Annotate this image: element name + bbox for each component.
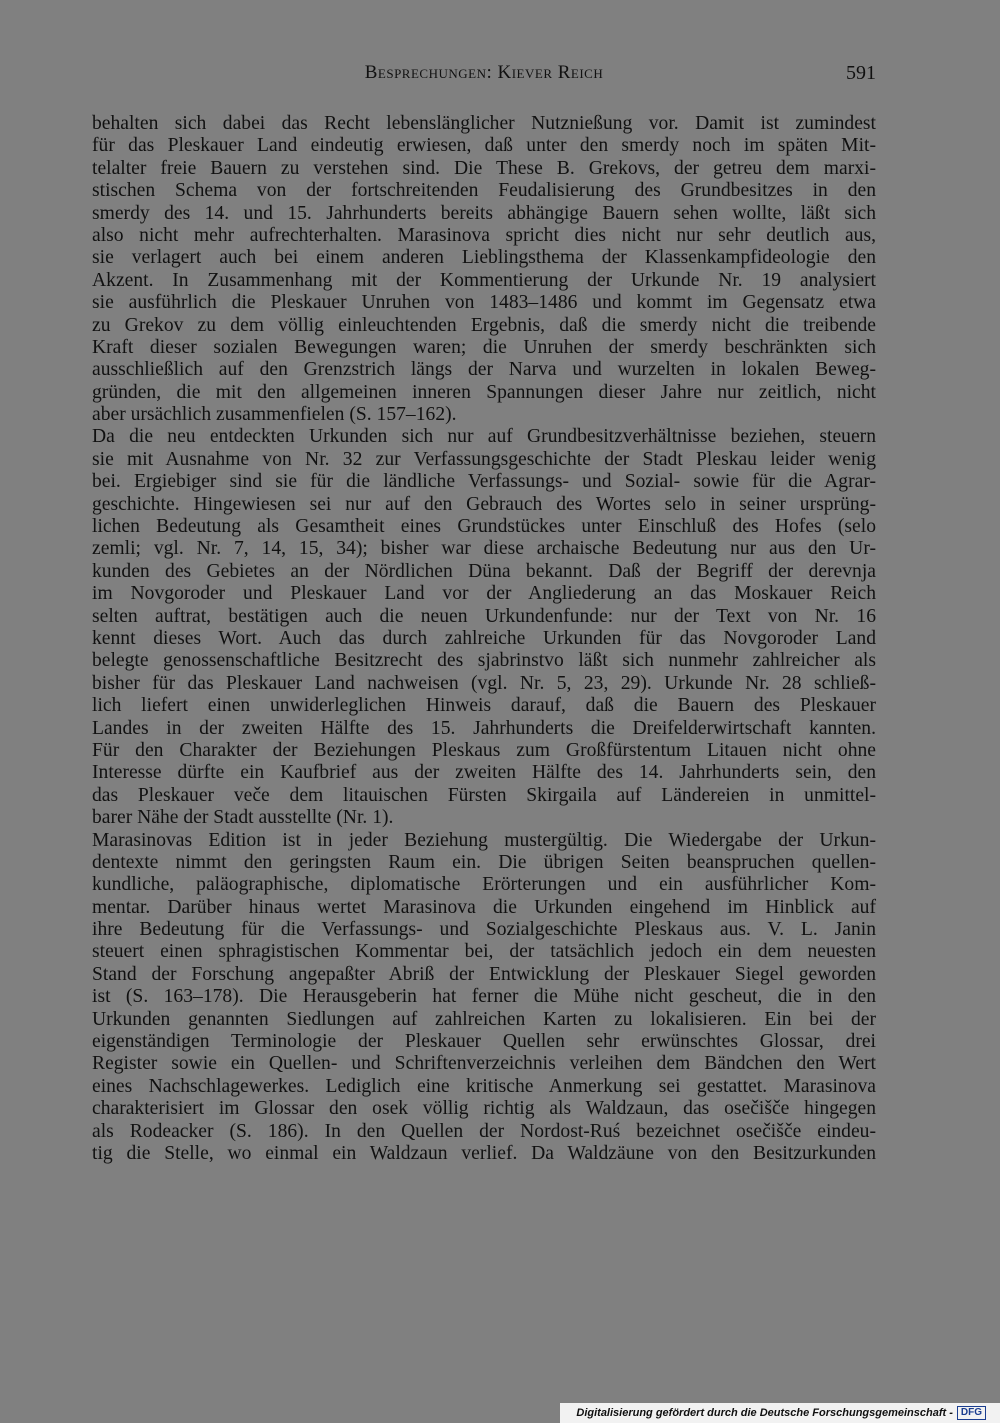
text-line: sie mit Ausnahme von Nr. 32 zur Verfassungsgeschichte der Stadt Pleskau leider wenig — [92, 448, 876, 470]
text-line: also nicht mehr aufrechterhalten. Marasinova spricht dies nicht nur sehr deutlich aus, — [92, 224, 876, 246]
text-line: geschichte. Hingewiesen sei nur auf den Gebrauch des Wortes selo in seiner ursprüng- — [92, 493, 876, 515]
text-line: ausschließlich auf den Grenzstrich längs der Narva und wurzelten in lokalen Beweg- — [92, 359, 876, 381]
text-line: Stand der Forschung angepaßter Abriß der Entwicklung der Pleskauer Siegel geworden — [92, 963, 876, 985]
text-line: sie ausführlich die Pleskauer Unruhen von 1483–1486 und kommt im Gegensatz etwa — [92, 292, 876, 314]
text-line: mentar. Darüber hinaus wertet Marasinova die Urkunden eingehend im Hinblick auf — [92, 896, 876, 918]
text-line: zemli; vgl. Nr. 7, 14, 15, 34); bisher war diese archaische Bedeutung nur aus den Ur- — [92, 538, 876, 560]
text-line: das Pleskauer veče dem litauischen Fürsten Skirgaila auf Ländereien in unmittel- — [92, 784, 876, 806]
dfg-logo: DFG — [957, 1406, 986, 1420]
text-line: lichen Bedeutung als Gesamtheit eines Grundstückes unter Einschluß des Hofes (selo — [92, 516, 876, 538]
text-line: Landes in der zweiten Hälfte des 15. Jahrhunderts die Dreifelderwirtschaft kannten. — [92, 717, 876, 739]
page-number: 591 — [846, 62, 876, 84]
text-line: kundliche, paläographische, diplomatische Erörterungen und ein ausführlicher Kom- — [92, 874, 876, 896]
text-line: selten auftrat, bestätigen auch die neuen Urkundenfunde: nur der Text von Nr. 16 — [92, 605, 876, 627]
text-line: gründen, die mit den allgemeinen inneren Spannungen dieser Jahre nur zeitlich, nicht — [92, 381, 876, 403]
text-line: Für den Charakter der Beziehungen Pleskaus zum Großfürstentum Litauen nicht ohne — [92, 739, 876, 761]
text-line: lich liefert einen unwiderleglichen Hinweis darauf, daß die Bauern des Pleskauer — [92, 695, 876, 717]
text-line: aber ursächlich zusammenfielen (S. 157–162). — [92, 404, 457, 426]
text-line: steuert einen sphragistischen Kommentar bei, der tatsächlich jedoch ein dem neuesten — [92, 941, 876, 963]
text-line: ihre Bedeutung für die Verfassungs- und Sozialgeschichte Pleskaus aus. V. L. Janin — [92, 919, 876, 941]
text-line: charakterisiert im Glossar den osek völlig richtig als Waldzaun, das osečišče hingegen — [92, 1098, 876, 1120]
text-line: zu Grekov zu dem völlig einleuchtenden Ergebnis, daß die smerdy nicht die treibende — [92, 314, 876, 336]
text-line: Urkunden genannten Siedlungen auf zahlreichen Karten zu lokalisieren. Ein bei der — [92, 1008, 876, 1030]
page-header — [92, 62, 876, 92]
text-line: bisher für das Pleskauer Land nachweisen (vgl. Nr. 5, 23, 29). Urkunde Nr. 28 schließ- — [92, 672, 876, 694]
footer-text: Digitalisierung gefördert durch die Deutsche Forschungsgemeinschaft - — [576, 1407, 953, 1419]
body-text — [92, 113, 876, 1165]
text-line: Marasinovas Edition ist in jeder Beziehung mustergültig. Die Wiedergabe der Urkun- — [92, 829, 876, 851]
text-line: eines Nachschlagewerkes. Lediglich eine kritische Anmerkung sei gestattet. Marasinova — [92, 1075, 876, 1097]
text-line: Kraft dieser sozialen Bewegungen waren; die Unruhen der smerdy beschränkten sich — [92, 336, 876, 358]
text-line: Akzent. In Zusammenhang mit der Kommentierung der Urkunde Nr. 19 analysiert — [92, 269, 876, 291]
digitization-footer — [560, 1403, 1000, 1423]
text-line: dentexte nimmt den geringsten Raum ein. Die übrigen Seiten beanspruchen quellen- — [92, 851, 876, 873]
running-head: Besprechungen: Kiever Reich — [364, 62, 604, 83]
text-line: sie verlagert auch bei einem anderen Lieblingsthema der Klassenkampfideologie den — [92, 247, 876, 269]
text-line: kennt dieses Wort. Auch das durch zahlreiche Urkunden für das Novgoroder Land — [92, 627, 876, 649]
text-line: Register sowie ein Quellen- und Schriftenverzeichnis verleihen dem Bändchen den Wert — [92, 1053, 876, 1075]
text-line: im Novgoroder und Pleskauer Land vor der Angliederung an das Moskauer Reich — [92, 583, 876, 605]
text-line: kunden des Gebietes an der Nördlichen Düna bekannt. Daß der Begriff der derevnja — [92, 560, 876, 582]
text-line: tig die Stelle, wo einmal ein Waldzaun verlief. Da Waldzäune von den Besitzurkunden — [92, 1142, 876, 1164]
text-line: telalter freie Bauern zu verstehen sind. Die These B. Grekovs, der getreu dem marxi- — [92, 157, 876, 179]
text-line: Da die neu entdeckten Urkunden sich nur auf Grundbesitzverhältnisse beziehen, steuern — [92, 426, 876, 448]
text-line: bei. Ergiebiger sind sie für die ländliche Verfassungs- und Sozial- sowie für die Agrar- — [92, 471, 876, 493]
text-line: als Rodeacker (S. 186). In den Quellen der Nordost-Ruś bezeichnet osečišče eindeu- — [92, 1120, 876, 1142]
text-line: für das Pleskauer Land eindeutig erwiesen, daß unter den smerdy noch im späten Mit- — [92, 135, 876, 157]
text-line: smerdy des 14. und 15. Jahrhunderts bereits abhängige Bauern sehen wollte, läßt sich — [92, 202, 876, 224]
text-line: stischen Schema von der fortschreitenden Feudalisierung des Grundbesitzes in den — [92, 180, 876, 202]
text-line: ist (S. 163–178). Die Herausgeberin hat ferner die Mühe nicht gescheut, die in den — [92, 986, 876, 1008]
text-line: belegte genossenschaftliche Besitzrecht des sjabrinstvo läßt sich nunmehr zahlreicher als — [92, 650, 876, 672]
text-line: barer Nähe der Stadt ausstellte (Nr. 1). — [92, 807, 394, 829]
text-line: behalten sich dabei das Recht lebenslänglicher Nutznießung vor. Damit ist zumindest — [92, 113, 876, 134]
text-line: Interesse dürfte ein Kaufbrief aus der zweiten Hälfte des 14. Jahrhunderts sein, den — [92, 762, 876, 784]
text-line: eigenständigen Terminologie der Pleskauer Quellen sehr erwünschtes Glossar, drei — [92, 1031, 876, 1053]
